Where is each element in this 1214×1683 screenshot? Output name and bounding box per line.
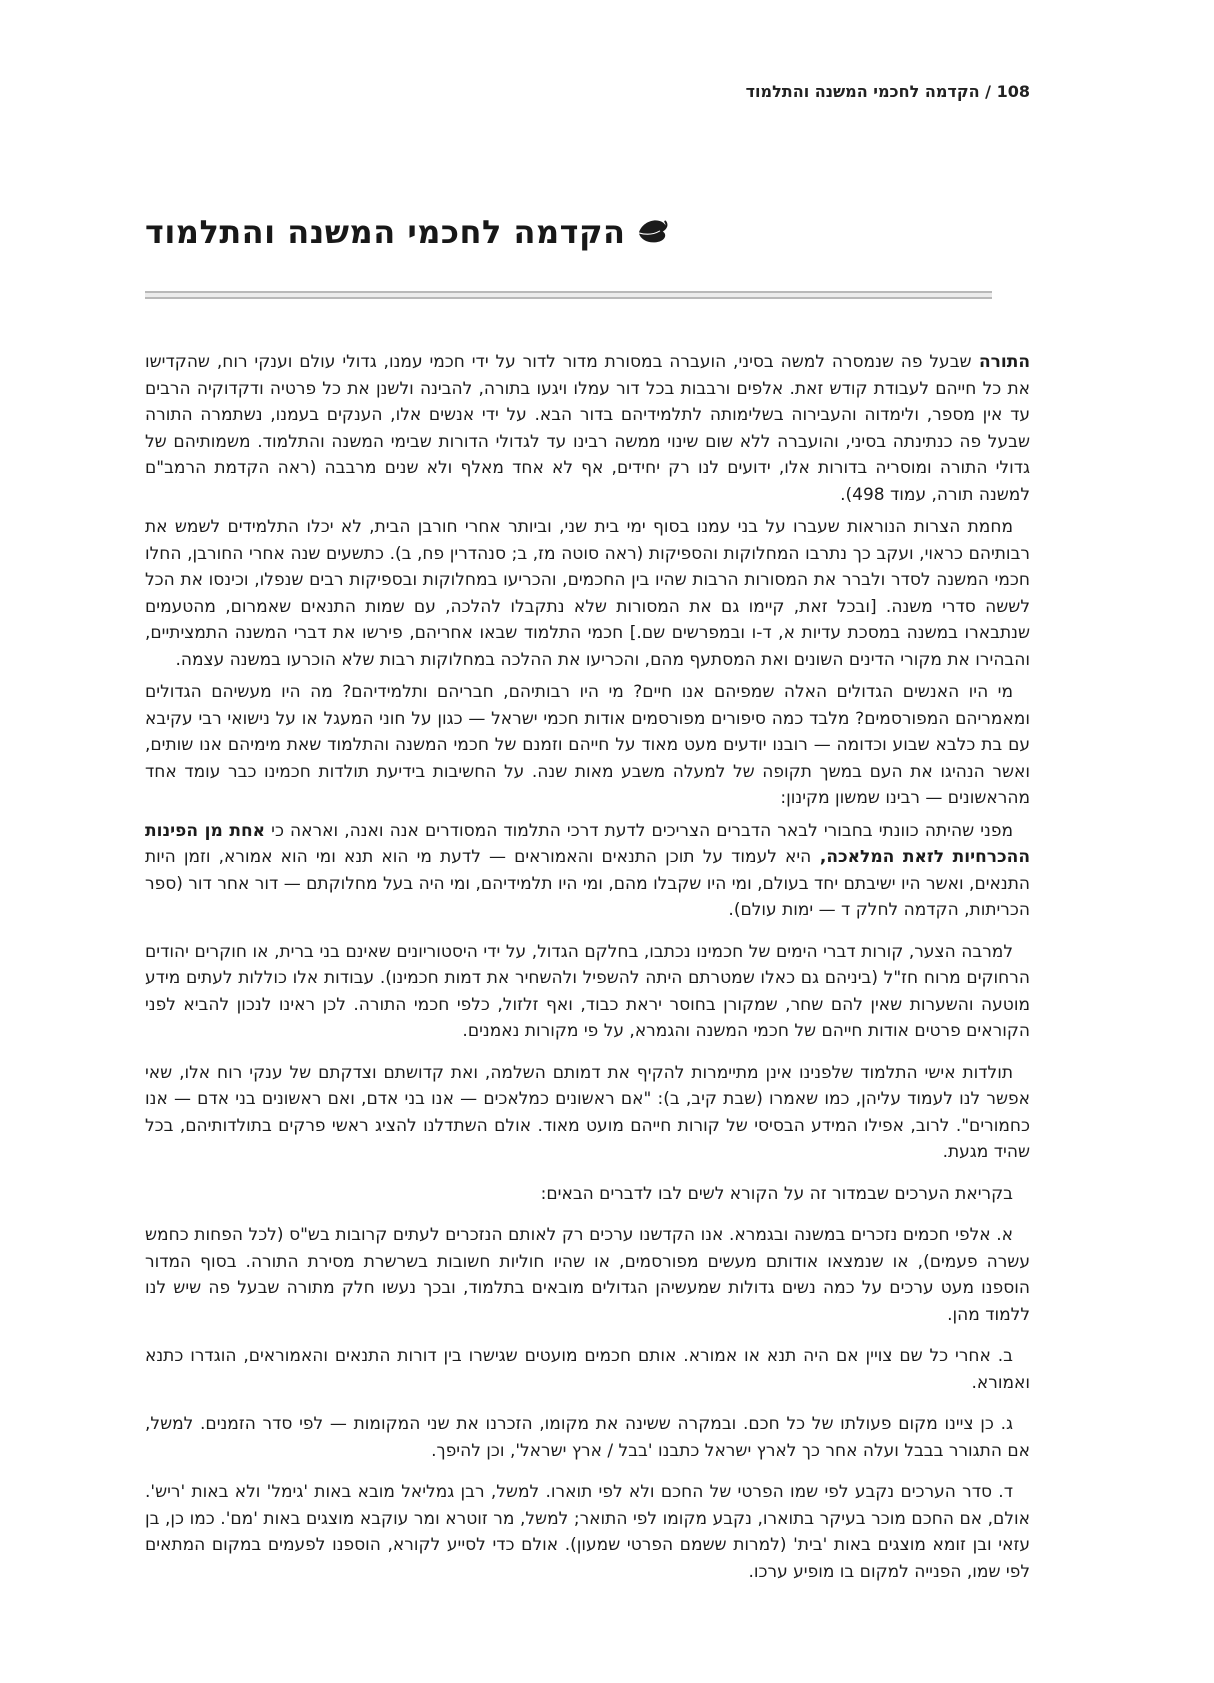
- bold-text-segment: התורה: [971, 352, 1030, 372]
- text-segment: ב. אחרי כל שם צויין אם היה תנא או אמורא. אותם חכמים מועטים שגישרו בין דורות התנאים והאמוראים, הוגדרו כתנא ואמורא.: [145, 1346, 1030, 1393]
- text-segment: בקריאת הערכים שבמדור זה על הקורא לשים לבו לדברים הבאים:: [540, 1183, 1013, 1204]
- body-paragraph: [145, 939, 1030, 1045]
- running-header: 108 / הקדמה לחכמי המשנה והתלמוד: [745, 82, 1030, 101]
- text-segment: מי היו האנשים הגדולים האלה שמפיהם אנו חיים? מי היו רבותיהם, חבריהם ותלמידיהם? מה היו מעשיהם הגדולים ומאמריהם המפורסמים? מלבד כמה סיפורים מפורסמים אודות חכמי ישראל — כגון על חוני המעגל או על נישואי רבי עקיבא עם בת כלבא שבוע וכדומה — רובנו יודעים מעט מאוד על חייהם וזמנם של חכמי המשנה והתלמוד שאת מימיהם אנו שותים, ואשר הנהיגו את העם במשך תקופה של למעלה משבע מאות שנה. על החשיבות בידיעת תולדות חכמינו כבר עומד אחד מהראשונים — רבינו שמשון מקינון:: [145, 682, 1030, 808]
- body-paragraph: [145, 1181, 1030, 1208]
- body-paragraph: [145, 1479, 1030, 1585]
- text-segment: שבעל פה שנמסרה למשה בסיני, הועברה במסורת מדור לדור על ידי חכמי עמנו, גדולי עולם וענקי רוח, שהקדישו את כל חייהם לעבודת קודש זאת. אלפים ורבבות בכל דור עמלו ויגעו בתורה, להבינה ולשנן את כל פרטיה ודקדוקיה הרבים עד אין מספר, ולימדוה והעבירוה בשלימותה לתלמידיהם בדור הבא. על ידי אנשים אלו, הענקים בעמנו, נשתמרה התורה שבעל פה כנתינתה בסיני, והועברה ללא שום שינוי ממשה רבינו עד לגדולי הדורות שבימי המשנה והתלמוד. משמותיהם של גדולי התורה ומוסריה בדורות אלו, ידועים לנו רק יחידים, אף לא אחד מאלף ולא שנים מרבבה (ראה הקדמת הרמב"ם למשנה תורה, עמוד 498).: [145, 352, 1030, 505]
- body-paragraph: [145, 1343, 1030, 1396]
- body-paragraph: [145, 349, 1030, 508]
- body-paragraph: [145, 1222, 1030, 1328]
- text-segment: מחמת הצרות הנוראות שעברו על בני עמנו בסוף ימי בית שני, וביותר אחרי חורבן הבית, לא יכלו התלמידים לשמש את רבותיהם כראוי, ועקב כך נתרבו המחלוקות והספיקות (ראה סוטה מז, ב; סנהדרין פח, ב). כתשעים שנה אחרי החורבן, החלו חכמי המשנה לסדר ולברר את המסורות הרבות שהיו בין החכמים, והכריעו במחלוקות ובספיקות רבים שנפלו, וכינסו את הכל לששה סדרי משנה. [ובכל זאת, קיימו גם את המסורות שלא נתקבלו להלכה, עם שמות התנאים שאמרום, מהטעמים שנתבארו במשנה במסכת עדיות א, ד-ו ובמפרשים שם.] חכמי התלמוד שבאו אחריהם, פירשו את דברי המשנה התמציתיים, והבהירו את מקורי הדינים השונים ואת המסתעף מהם, והכריעו את ההלכה במחלוקות רבות שלא הוכרעו במשנה עצמה.: [145, 517, 1030, 670]
- body-paragraph: [145, 679, 1030, 812]
- title-divider-rule: [145, 291, 992, 299]
- text-segment: למרבה הצער, קורות דברי הימים של חכמינו נכתבו, בחלקם הגדול, על ידי היסטוריונים שאינם בני ברית, או חוקרים יהודים הרחוקים מרוח חז"ל (ביניהם גם כאלו שמטרתם היתה להשפיל ולהשחיר את דמות חכמינו). עבודות אלו כוללות לעתים מידע מוטעה והשערות שאין להם שחר, שמקורן בחוסר יראת כבוד, ואף זלזול, כלפי חכמי התורה. לכן ראינו לנכון להביא לפני הקוראים פרטים אודות חייהם של חכמי המשנה והגמרא, על פי מקורות נאמנים.: [145, 941, 1030, 1041]
- text-segment: מפני שהיתה כוונתי בחבורי לבאר הדברים הצריכים לדעת דרכי התלמוד המסודרים אנה ואנה, ואראה כי: [265, 820, 1013, 841]
- fleuron-leaf-ornament-icon: [636, 217, 670, 247]
- body-text: [145, 349, 1030, 1585]
- text-segment: ג. כן ציינו מקום פעולתו של כל חכם. ובמקרה ששינה את מקומו, הזכרנו את שני המקומות — לפי סדר הזמנים. למשל, אם התגורר בבבל ועלה אחר כך לארץ ישראל כתבנו 'בבל / ארץ ישראל', וכן להיפך.: [145, 1414, 1030, 1461]
- chapter-title: הקדמה לחכמי המשנה והתלמוד: [145, 213, 626, 251]
- body-paragraph: [145, 818, 1030, 924]
- text-segment: תולדות אישי התלמוד שלפנינו אינן מתיימרות להקיף את דמותם השלמה, ואת קדושתם וצדקתם של ענקי רוח אלו, שאי אפשר לנו לעמוד עליהן, כמו שאמרו (שבת קיב, ב): "אם ראשונים כמלאכים — אנו בני אדם, ואם ראשונים בני אדם — אנו כחמורים". לרוב, אפילו המידע הבסיסי של קורות חייהם מועט מאוד. אולם השתדלנו להציג ראשי פרקים בתולדותיהם, בכל שהיד מגעת.: [145, 1062, 1030, 1162]
- text-segment: היא לעמוד על תוכן התנאים והאמוראים — לדעת מי הוא תנא ומי הוא אמורא, וזמן היות התנאים, ואשר היו ישיבתם יחד בעולם, ומי היו שקבלו מהם, ומי היו תלמידיהם, ומי היה בעל מחלוקתם — דור אחר דור (ספר הכריתות, הקדמה לחלק ד — ימות עולם).: [145, 847, 1030, 920]
- body-paragraph: [145, 1411, 1030, 1464]
- body-paragraph: [145, 1060, 1030, 1166]
- text-segment: ד. סדר הערכים נקבע לפי שמו הפרטי של החכם ולא לפי תוארו. למשל, רבן גמליאל מובא באות 'גימל' ולא באות 'ריש'. אולם, אם החכם מוכר בעיקר בתוארו, נקבע מקומו לפי התואר; למשל, מר זוטרא ומר עוקבא מוצגים באות 'מם'. כמו כן, בן עזאי ובן זומא מוצגים באות 'בית' (למרות ששמם הפרטי שמעון). אולם כדי לסייע לקורא, הוספנו לפעמים במקום המתאים לפי שמו, הפנייה למקום בו מופיע ערכו.: [145, 1482, 1030, 1582]
- body-paragraph: [145, 514, 1030, 673]
- bold-text-segment: אחת מן הפינות ההכרחיות לזאת המלאכה,: [145, 820, 1030, 867]
- text-segment: א. אלפי חכמים נזכרים במשנה ובגמרא. אנו הקדשנו ערכים רק לאותם הנזכרים לעתים קרובות בש"ס (לכל הפחות כחמש עשרה פעמים), או שנמצאו אודותם מעשים מפורסמים, או שהיו חוליות חשובות בשרשרת מסירת התורה. בסוף המדור הוספנו מעט ערכים על כמה נשים גדולות שמעשיהן הגדולים מובאים בתלמוד, ובכך נעשו חלק מתורה שבעל פה שיש לנו ללמוד מהן.: [145, 1225, 1030, 1325]
- chapter-title-block: [145, 213, 670, 251]
